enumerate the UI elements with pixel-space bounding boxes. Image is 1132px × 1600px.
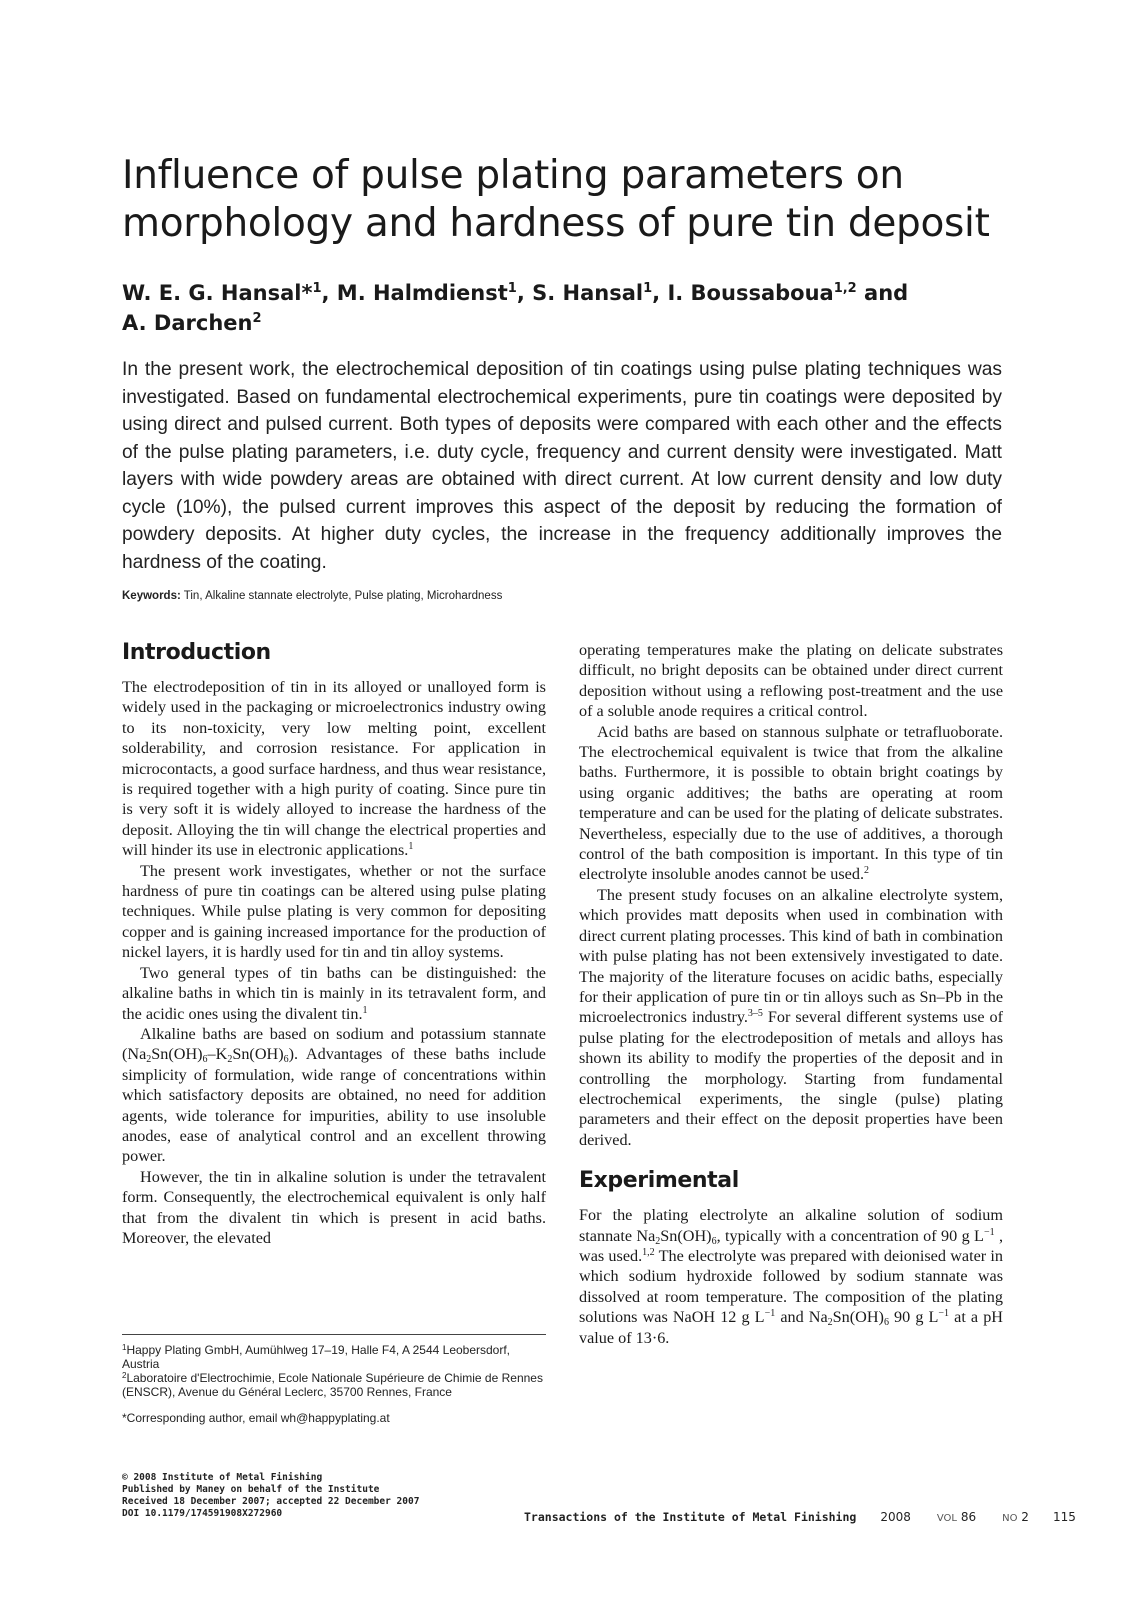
volume-number: 86 bbox=[960, 1510, 977, 1524]
subscript: 2 bbox=[655, 1235, 661, 1247]
author-separator: , bbox=[652, 281, 668, 305]
publisher-line: Published by Maney on behalf of the Institute bbox=[122, 1484, 380, 1495]
doi-line: DOI 10.1179/174591908X272960 bbox=[122, 1508, 283, 1519]
footnotes bbox=[122, 1334, 546, 1425]
keywords-label: Keywords: bbox=[122, 590, 181, 602]
citation: 1 bbox=[408, 841, 414, 853]
paragraph-text: The electrodeposition of tin in its alloyed or unalloyed form is widely used in the packaging or microelectronics industry owing to its non-toxicity, very low melting point, excellent solderability, and corrosion resistance. For application in microcontacts, a good surface hardness, and thus wear resistance, is required together with a high purity of coating. Since pure tin is very soft it is widely alloyed to increase the hardness of the deposit. Alloying the tin will change the electrical properties and will hinder its use in electronic applications. bbox=[122, 678, 546, 860]
citation: 3–5 bbox=[747, 1008, 763, 1020]
issue-year: 2008 bbox=[880, 1510, 911, 1524]
affiliation-marker: 1 bbox=[507, 281, 517, 296]
paragraph-text: The present study focuses on an alkaline electrolyte system, which provides matt deposits when used in combination with direct current plating processes. This kind of bath in combination with pulse plating has not been extensively investigated to date. The majority of the literature focuses on acidic baths, especially for their application of pure tin or tin alloys such as Sn–Pb in the microelectronics industry. bbox=[579, 885, 1003, 1027]
subscript: 2 bbox=[227, 1054, 233, 1066]
author-list bbox=[122, 278, 1022, 338]
subscript: 6 bbox=[711, 1235, 717, 1247]
paragraph-text: at a pH value of 13·6. bbox=[579, 1308, 1003, 1347]
paragraph-text: Sn(OH) bbox=[232, 1045, 284, 1064]
citation: 1,2 bbox=[642, 1246, 655, 1258]
paragraph-text: Acid baths are based on stannous sulphate or tetrafluoborate. The electrochemical equivalent is twice that from the alkaline baths. Furthermore, it is possible to obtain bright coatings by using organic additives; the baths are operating at room temperature and can be used for the plating of delicate substrates. Nevertheless, especially due to the use of additives, a thorough control of the bath composition is important. In this type of tin electrolyte insoluble anodes cannot be used. bbox=[579, 722, 1003, 884]
paragraph bbox=[122, 1024, 546, 1167]
volume-label: VOL bbox=[936, 1513, 957, 1524]
title-line-1: Influence of pulse plating parameters on bbox=[122, 153, 904, 198]
dates-line: Received 18 December 2007; accepted 22 December 2007 bbox=[122, 1496, 420, 1507]
title-line-2: morphology and hardness of pure tin deposit bbox=[122, 201, 990, 246]
author-name: S. Hansal bbox=[532, 281, 644, 305]
subscript: 2 bbox=[146, 1054, 152, 1066]
paragraph-text: For several different systems use of pulse plating for the electrodeposition of metals and alloys has shown its ability to modify the properties of the deposit and in controlling the morphology. Starting from fundamental electrochemical experiments, the single (pulse) plating parameters and their effect on the deposit properties have been derived. bbox=[579, 1008, 1003, 1149]
author-name: I. Boussaboua bbox=[667, 281, 834, 305]
author-separator: , bbox=[321, 281, 337, 305]
superscript: −1 bbox=[983, 1226, 995, 1238]
keywords bbox=[122, 590, 1002, 602]
affiliation-marker: 1,2 bbox=[833, 281, 857, 296]
subscript: 6 bbox=[283, 1054, 289, 1066]
paragraph-text: Two general types of tin baths can be distinguished: the alkaline baths in which tin is mainly in its tetravalent form, and the acidic ones using the divalent tin. bbox=[122, 963, 546, 1023]
subscript: 6 bbox=[883, 1317, 889, 1329]
citation: 2 bbox=[864, 865, 869, 877]
page-number: 115 bbox=[1052, 1510, 1076, 1524]
author-name: A. Darchen bbox=[122, 311, 253, 335]
author-name: W. E. G. Hansal* bbox=[122, 281, 313, 305]
right-column bbox=[579, 640, 1003, 1348]
paragraph bbox=[579, 722, 1003, 885]
paragraph-text: , was used. bbox=[579, 1226, 1003, 1265]
running-footer bbox=[524, 1510, 1076, 1524]
paragraph-text: Sn(OH) bbox=[832, 1308, 884, 1327]
journal-name: Transactions of the Institute of Metal Finishing bbox=[524, 1510, 857, 1524]
affiliation-marker: 1 bbox=[643, 281, 653, 296]
abstract: In the present work, the electrochemical deposition of tin coatings using pulse plating techniques was investigated. Based on fundamental electrochemical experiments, pure tin coatings were deposited by using direct and pulsed current. Both types of deposits were compared with each other and the effects of the pulse plating parameters, i.e. duty cycle, frequency and current density were investigated. Matt layers with wide powdery areas are obtained with direct current. At low current density and low duty cycle (10%), the pulsed current improves this aspect of the deposit by reducing the formation of powdery deposits. At higher duty cycles, the increase in the frequency additionally improves the hardness of the coating. bbox=[122, 359, 1002, 573]
paragraph: operating temperatures make the plating on delicate substrates difficult, no bright deposits can be obtained under direct current deposition without using a reflowing post-treatment and the use of a soluble anode requires a critical control. bbox=[579, 641, 1003, 721]
footnote-affiliation-2 bbox=[122, 1371, 546, 1399]
paragraph-text: ). Advantages of these baths include simplicity of formulation, wide range of concentrations within which satisfactory deposits are obtained, no need for addition agents, wide tolerance for impurities, ability to use insoluble anodes, ease of analytical control and an excellent throwing power. bbox=[122, 1045, 546, 1166]
issue-label: NO bbox=[1002, 1513, 1018, 1524]
footnote-marker: 1 bbox=[122, 1343, 127, 1352]
author-line-2 bbox=[122, 308, 1022, 338]
section-heading-introduction: Introduction bbox=[122, 640, 271, 665]
paragraph-text: , typically with a concentration of 90 g L bbox=[716, 1226, 984, 1245]
subscript: 2 bbox=[827, 1317, 833, 1329]
subscript: 6 bbox=[202, 1054, 208, 1066]
footnote-marker: 2 bbox=[122, 1371, 127, 1380]
paragraph-text: Sn(OH) bbox=[151, 1045, 203, 1064]
footnote-text: Happy Plating GmbH, Aumühlweg 17–19, Halle F4, A 2544 Leobersdorf, Austria bbox=[122, 1343, 511, 1371]
paragraph-text: The electrolyte was prepared with deionised water in which sodium hydroxide followed by sodium stannate was dissolved at room temperature. The composition of the plating solutions was NaOH 12 g L bbox=[579, 1246, 1003, 1327]
paragraph-text: –K bbox=[207, 1045, 228, 1064]
paper-title bbox=[122, 152, 1022, 248]
section-heading-experimental: Experimental bbox=[579, 1168, 739, 1194]
author-separator: , bbox=[516, 281, 533, 305]
paragraph: However, the tin in alkaline solution is under the tetravalent form. Consequently, the electrochemical equivalent is only half that from the divalent tin which is present in acid baths. Moreover, the elevated bbox=[122, 1167, 546, 1247]
citation: 1 bbox=[362, 1004, 368, 1016]
keywords-text: Tin, Alkaline stannate electrolyte, Pulse plating, Microhardness bbox=[180, 590, 503, 602]
issue-number: 2 bbox=[1021, 1510, 1029, 1524]
paragraph bbox=[579, 1205, 1003, 1348]
author-name: M. Halmdienst bbox=[336, 281, 508, 305]
footnote-text: Laboratoire d'Electrochimie, Ecole Nationale Supérieure de Chimie de Rennes (ENSCR), Avenue du Général Leclerc, 35700 Rennes, France bbox=[122, 1371, 543, 1399]
paragraph-text: 90 g L bbox=[888, 1308, 939, 1327]
paragraph bbox=[122, 963, 546, 1024]
corresponding-author: *Corresponding author, email wh@happyplating.at bbox=[122, 1411, 390, 1425]
copyright-line: © 2008 Institute of Metal Finishing bbox=[122, 1472, 323, 1483]
superscript: −1 bbox=[938, 1308, 950, 1320]
paragraph-text: and Na bbox=[775, 1308, 828, 1327]
paragraph bbox=[579, 885, 1003, 1150]
affiliation-marker: 1 bbox=[312, 281, 322, 296]
left-column bbox=[122, 640, 546, 1248]
paragraph-text: Sn(OH) bbox=[660, 1226, 712, 1245]
paragraph bbox=[122, 677, 546, 861]
paragraph-text: Alkaline baths are based on sodium and potassium stannate (Na bbox=[122, 1024, 546, 1064]
paragraph-text: For the plating electrolyte an alkaline solution of sodium stannate Na bbox=[579, 1206, 1003, 1245]
author-line-1 bbox=[122, 278, 1022, 308]
footnote-affiliation-1 bbox=[122, 1343, 546, 1371]
publication-info bbox=[122, 1472, 522, 1520]
superscript: −1 bbox=[764, 1308, 776, 1320]
affiliation-marker: 2 bbox=[252, 311, 262, 326]
paragraph: The present work investigates, whether or not the surface hardness of pure tin coatings can be altered using pulse plating techniques. While pulse plating is very common for depositing copper and is gaining increased importance for the production of nickel layers, it is hardly used for tin and tin alloy systems. bbox=[122, 861, 546, 962]
author-conjunction: and bbox=[856, 281, 909, 305]
